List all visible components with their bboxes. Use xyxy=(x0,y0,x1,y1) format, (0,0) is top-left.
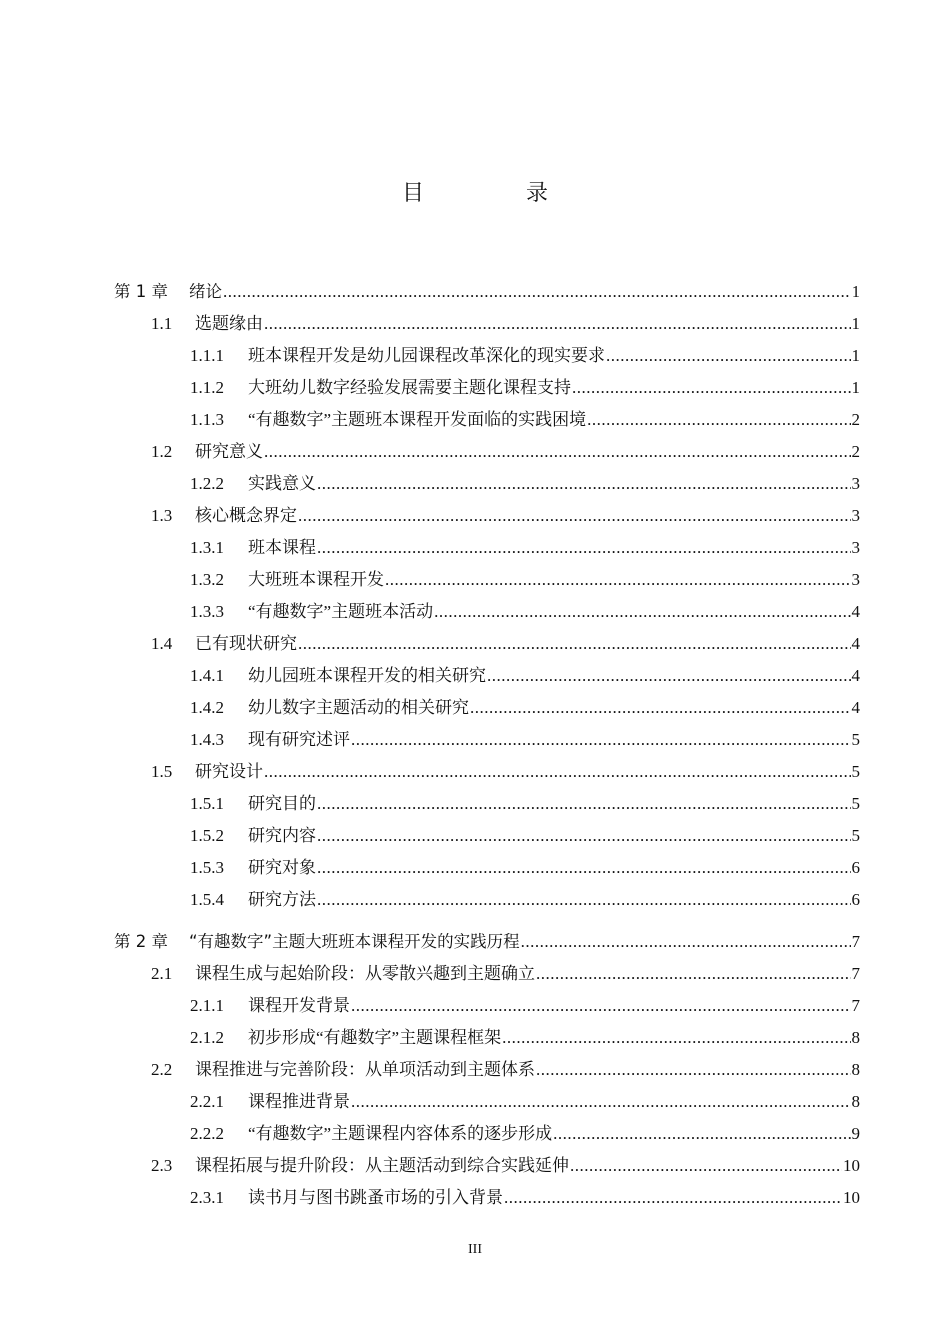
toc-entry-number: 1.4.2 xyxy=(190,698,224,717)
toc-dot-leader xyxy=(317,820,851,852)
toc-dot-leader xyxy=(264,436,851,468)
toc-dot-leader xyxy=(351,990,851,1022)
toc-entry-page: 4 xyxy=(851,634,860,653)
toc-subsection-entry[interactable] xyxy=(114,404,860,436)
toc-entry-page: 3 xyxy=(851,506,860,525)
toc-entry-number: 2.1.2 xyxy=(190,1028,224,1047)
toc-entry-page: 5 xyxy=(851,730,860,749)
toc-entry-title: 大班班本课程开发 xyxy=(248,570,384,589)
toc-dot-leader xyxy=(385,564,851,596)
toc-entry-number: 2.2 xyxy=(151,1060,173,1079)
toc-entry-number: 1.5.3 xyxy=(190,858,224,877)
toc-dot-leader xyxy=(264,756,851,788)
toc-entry-title: 研究内容 xyxy=(248,826,316,845)
toc-subsection-entry[interactable] xyxy=(114,1118,860,1150)
toc-entry-title: “有趣数字”主题大班班本课程开发的实践历程 xyxy=(189,932,520,951)
toc-dot-leader xyxy=(504,1182,842,1214)
toc-dot-leader xyxy=(298,500,851,532)
toc-dot-leader xyxy=(317,852,851,884)
toc-entry-page: 7 xyxy=(851,964,860,983)
toc-entry-page: 10 xyxy=(843,1188,860,1207)
toc-entry-number: 2.1 xyxy=(151,964,173,983)
toc-dot-leader xyxy=(264,308,851,340)
toc-dot-leader xyxy=(553,1118,850,1150)
toc-entry-number: 2.2.1 xyxy=(190,1092,224,1111)
toc-entry-title: 实践意义 xyxy=(248,474,316,493)
toc-entry-title: 班本课程 xyxy=(248,538,316,557)
toc-entry-number: 1.4.1 xyxy=(190,666,224,685)
toc-entry-number: 1.2.2 xyxy=(190,474,224,493)
toc-section-entry[interactable] xyxy=(114,628,860,660)
toc-entry-page: 8 xyxy=(851,1028,860,1047)
toc-entry-number: 第 2 章 xyxy=(114,932,168,951)
toc-entry-page: 1 xyxy=(851,346,860,365)
toc-subsection-entry[interactable] xyxy=(114,1086,860,1118)
toc-chapter-entry[interactable] xyxy=(114,926,860,958)
toc-dot-leader xyxy=(317,884,851,916)
toc-entry-page: 4 xyxy=(851,602,860,621)
toc-entry-number: 2.1.1 xyxy=(190,996,224,1015)
toc-entry-page: 1 xyxy=(851,314,860,333)
toc-dot-leader xyxy=(351,724,851,756)
toc-dot-leader xyxy=(502,1022,850,1054)
toc-entry-number: 2.3.1 xyxy=(190,1188,224,1207)
toc-entry-title: 幼儿园班本课程开发的相关研究 xyxy=(248,666,486,685)
toc-dot-leader xyxy=(572,372,851,404)
toc-entry-page: 1 xyxy=(851,282,860,301)
toc-entry-title: 核心概念界定 xyxy=(195,506,297,525)
toc-subsection-entry[interactable] xyxy=(114,660,860,692)
toc-dot-leader xyxy=(606,340,851,372)
toc-dot-leader xyxy=(536,1054,851,1086)
toc-subsection-entry[interactable] xyxy=(114,532,860,564)
toc-section-entry[interactable] xyxy=(114,756,860,788)
toc-dot-leader xyxy=(521,926,851,958)
toc-entry-title: 研究目的 xyxy=(248,794,316,813)
toc-entry-title: 课程开发背景 xyxy=(248,996,350,1015)
toc-dot-leader xyxy=(317,468,851,500)
toc-entry-number: 1.3.3 xyxy=(190,602,224,621)
toc-entry-page: 6 xyxy=(851,890,860,909)
toc-entry-page: 2 xyxy=(851,442,860,461)
toc-subsection-entry[interactable] xyxy=(114,724,860,756)
toc-entry-title: 绪论 xyxy=(189,282,222,301)
toc-entry-page: 1 xyxy=(851,378,860,397)
toc-dot-leader xyxy=(487,660,851,692)
toc-dot-leader xyxy=(223,276,851,308)
toc-subsection-entry[interactable] xyxy=(114,1022,860,1054)
table-of-contents xyxy=(114,276,860,1214)
toc-entry-number: 1.2 xyxy=(151,442,173,461)
toc-entry-page: 2 xyxy=(851,410,860,429)
toc-entry-number: 1.3.1 xyxy=(190,538,224,557)
toc-entry-title: 读书月与图书跳蚤市场的引入背景 xyxy=(248,1188,503,1207)
toc-entry-page: 4 xyxy=(851,666,860,685)
toc-entry-number: 1.1.3 xyxy=(190,410,224,429)
toc-subsection-entry[interactable] xyxy=(114,990,860,1022)
toc-section-entry[interactable] xyxy=(114,308,860,340)
toc-entry-page: 5 xyxy=(851,794,860,813)
toc-chapter-entry[interactable] xyxy=(114,276,860,308)
toc-entry-title: 课程生成与起始阶段：从零散兴趣到主题确立 xyxy=(195,964,535,983)
toc-entry-number: 1.1.1 xyxy=(190,346,224,365)
toc-subsection-entry[interactable] xyxy=(114,468,860,500)
toc-entry-title: 课程推进与完善阶段：从单项活动到主题体系 xyxy=(195,1060,535,1079)
toc-entry-title: “有趣数字”主题班本课程开发面临的实践困境 xyxy=(248,410,587,429)
toc-subsection-entry[interactable] xyxy=(114,820,860,852)
toc-entry-number: 1.4 xyxy=(151,634,173,653)
toc-subsection-entry[interactable] xyxy=(114,852,860,884)
toc-dot-leader xyxy=(317,532,851,564)
toc-dot-leader xyxy=(317,788,851,820)
toc-dot-leader xyxy=(587,404,850,436)
toc-subsection-entry[interactable] xyxy=(114,1182,860,1214)
toc-dot-leader xyxy=(434,596,850,628)
toc-entry-number: 1.5.2 xyxy=(190,826,224,845)
toc-entry-title: 研究对象 xyxy=(248,858,316,877)
toc-entry-number: 1.3 xyxy=(151,506,173,525)
toc-entry-title: 课程拓展与提升阶段：从主题活动到综合实践延伸 xyxy=(195,1156,569,1175)
toc-entry-number: 1.1 xyxy=(151,314,173,333)
toc-entry-page: 6 xyxy=(851,858,860,877)
toc-entry-title: 班本课程开发是幼儿园课程改革深化的现实要求 xyxy=(248,346,605,365)
toc-entry-number: 2.2.2 xyxy=(190,1124,224,1143)
toc-entry-title: 研究方法 xyxy=(248,890,316,909)
toc-entry-page: 9 xyxy=(851,1124,860,1143)
toc-entry-title: 大班幼儿数字经验发展需要主题化课程支持 xyxy=(248,378,571,397)
toc-entry-number: 1.1.2 xyxy=(190,378,224,397)
toc-entry-title: 选题缘由 xyxy=(195,314,263,333)
toc-section-entry[interactable] xyxy=(114,958,860,990)
toc-entry-title: 现有研究述评 xyxy=(248,730,350,749)
toc-entry-title: “有趣数字”主题班本活动 xyxy=(248,602,434,621)
toc-entry-title: 课程推进背景 xyxy=(248,1092,350,1111)
toc-subsection-entry[interactable] xyxy=(114,340,860,372)
toc-entry-page: 4 xyxy=(851,698,860,717)
toc-entry-title: “有趣数字”主题课程内容体系的逐步形成 xyxy=(248,1124,553,1143)
toc-entry-number: 1.4.3 xyxy=(190,730,224,749)
toc-section-entry[interactable] xyxy=(114,1150,860,1182)
toc-subsection-entry[interactable] xyxy=(114,788,860,820)
toc-entry-page: 5 xyxy=(851,762,860,781)
toc-dot-leader xyxy=(351,1086,851,1118)
toc-entry-page: 3 xyxy=(851,570,860,589)
toc-entry-number: 1.5.1 xyxy=(190,794,224,813)
toc-entry-number: 1.5.4 xyxy=(190,890,224,909)
toc-entry-page: 8 xyxy=(851,1060,860,1079)
toc-subsection-entry[interactable] xyxy=(114,596,860,628)
toc-dot-leader xyxy=(298,628,851,660)
toc-entry-page: 7 xyxy=(851,996,860,1015)
toc-entry-number: 1.3.2 xyxy=(190,570,224,589)
toc-entry-page: 5 xyxy=(851,826,860,845)
toc-entry-page: 3 xyxy=(851,538,860,557)
toc-section-entry[interactable] xyxy=(114,1054,860,1086)
toc-entry-number: 第 1 章 xyxy=(114,282,168,301)
toc-entry-title: 研究意义 xyxy=(195,442,263,461)
toc-entry-title: 幼儿数字主题活动的相关研究 xyxy=(248,698,469,717)
toc-dot-leader xyxy=(570,1150,842,1182)
toc-entry-page: 10 xyxy=(843,1156,860,1175)
toc-section-entry[interactable] xyxy=(114,436,860,468)
toc-entry-title: 研究设计 xyxy=(195,762,263,781)
toc-subsection-entry[interactable] xyxy=(114,372,860,404)
toc-entry-number: 2.3 xyxy=(151,1156,173,1175)
page-title: 目 录 xyxy=(401,180,588,205)
toc-subsection-entry[interactable] xyxy=(114,692,860,724)
page-number-footer: III xyxy=(468,1242,482,1257)
toc-entry-title: 初步形成“有趣数字”主题课程框架 xyxy=(248,1028,502,1047)
toc-subsection-entry[interactable] xyxy=(114,564,860,596)
toc-entry-title: 已有现状研究 xyxy=(195,634,297,653)
toc-dot-leader xyxy=(470,692,851,724)
toc-dot-leader xyxy=(536,958,851,990)
toc-entry-number: 1.5 xyxy=(151,762,173,781)
toc-section-entry[interactable] xyxy=(114,500,860,532)
toc-entry-page: 3 xyxy=(851,474,860,493)
toc-entry-page: 7 xyxy=(851,932,860,951)
toc-subsection-entry[interactable] xyxy=(114,884,860,916)
toc-entry-page: 8 xyxy=(851,1092,860,1111)
